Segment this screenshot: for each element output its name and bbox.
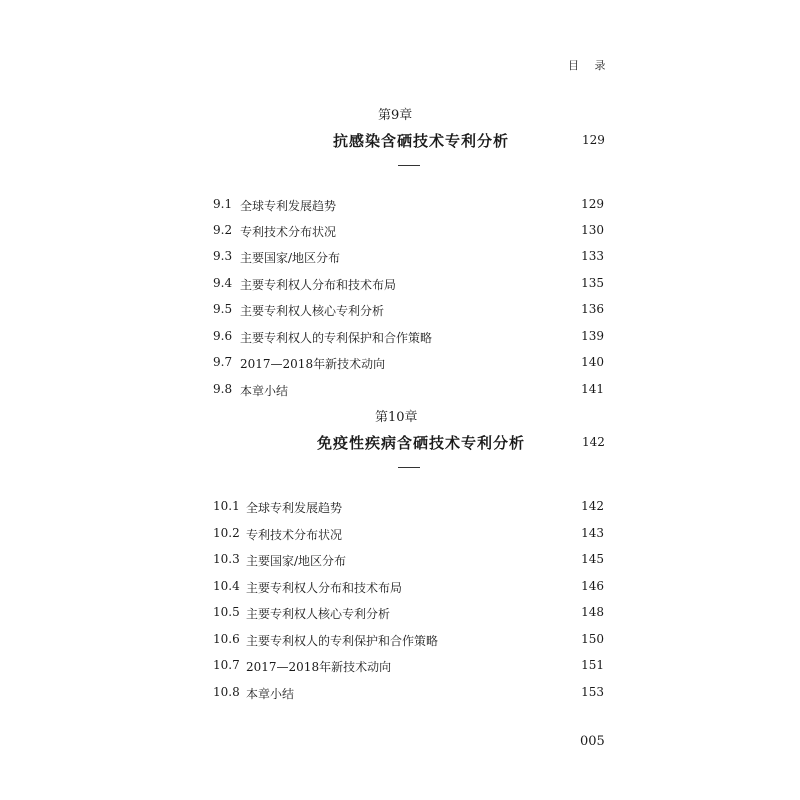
section-page: 130 <box>581 223 604 237</box>
section-title: 主要专利权人核心专利分析 <box>246 607 391 621</box>
section-page: 146 <box>581 579 604 593</box>
section-number: 10.3 <box>213 552 240 566</box>
section-title: 主要专利权人分布和技术布局 <box>246 581 403 595</box>
toc-entry <box>0 355 800 371</box>
toc-entry <box>0 382 800 398</box>
section-page: 145 <box>581 552 604 566</box>
toc-entry <box>0 329 800 345</box>
running-header: 目 录 <box>568 59 612 72</box>
section-title: 主要专利权人的专利保护和合作策略 <box>240 331 433 345</box>
section-number: 10.2 <box>213 526 240 540</box>
section-page: 153 <box>581 685 604 699</box>
chapter-rule <box>398 467 420 468</box>
section-number: 10.8 <box>213 685 240 699</box>
section-title: 主要专利权人核心专利分析 <box>240 304 385 318</box>
section-page: 135 <box>581 276 604 290</box>
section-number: 9.8 <box>213 382 233 396</box>
section-number: 10.4 <box>213 579 240 593</box>
section-title: 全球专利发展趋势 <box>246 501 343 515</box>
section-number: 10.6 <box>213 632 240 646</box>
section-number: 9.4 <box>213 276 233 290</box>
chapter-page: 142 <box>582 435 605 449</box>
section-title: 本章小结 <box>246 687 295 701</box>
chapter-rule <box>398 165 420 166</box>
toc-entry <box>0 223 800 239</box>
toc-entry <box>0 249 800 265</box>
section-page: 136 <box>581 302 604 316</box>
section-number: 10.1 <box>213 499 240 513</box>
section-number: 10.5 <box>213 605 240 619</box>
section-number: 9.5 <box>213 302 233 316</box>
section-number: 9.7 <box>213 355 233 369</box>
section-title: 专利技术分布状况 <box>246 528 343 542</box>
section-page: 143 <box>581 526 604 540</box>
section-title: 本章小结 <box>240 384 289 398</box>
section-page: 129 <box>581 197 604 211</box>
section-title: 2017—2018年新技术动向 <box>240 357 386 371</box>
section-number: 9.3 <box>213 249 233 263</box>
section-page: 133 <box>581 249 604 263</box>
toc-entry <box>0 526 800 542</box>
toc-entry <box>0 632 800 648</box>
section-number: 9.2 <box>213 223 233 237</box>
chapter-label: 第9章 <box>378 108 413 123</box>
section-number: 10.7 <box>213 658 240 672</box>
chapter-title: 免疫性疾病含硒技术专利分析 <box>317 434 526 452</box>
toc-entry <box>0 499 800 515</box>
section-page: 139 <box>581 329 604 343</box>
section-page: 142 <box>581 499 604 513</box>
chapter-title: 抗感染含硒技术专利分析 <box>333 132 510 150</box>
chapter-page: 129 <box>582 133 605 147</box>
section-page: 140 <box>581 355 604 369</box>
section-title: 主要专利权人的专利保护和合作策略 <box>246 634 439 648</box>
section-title: 专利技术分布状况 <box>240 225 337 239</box>
section-title: 主要国家/地区分布 <box>246 554 347 568</box>
section-title: 主要国家/地区分布 <box>240 251 341 265</box>
toc-entry <box>0 685 800 701</box>
toc-entry <box>0 197 800 213</box>
toc-entry <box>0 579 800 595</box>
chapter-label: 第10章 <box>375 410 418 425</box>
toc-entry <box>0 276 800 292</box>
section-title: 主要专利权人分布和技术布局 <box>240 278 397 292</box>
toc-entry <box>0 302 800 318</box>
section-page: 148 <box>581 605 604 619</box>
section-title: 2017—2018年新技术动向 <box>246 660 392 674</box>
section-page: 141 <box>581 382 604 396</box>
toc-entry <box>0 658 800 674</box>
section-page: 150 <box>581 632 604 646</box>
section-number: 9.6 <box>213 329 233 343</box>
section-page: 151 <box>581 658 604 672</box>
toc-entry <box>0 605 800 621</box>
toc-entry <box>0 552 800 568</box>
page-number: 005 <box>580 734 605 749</box>
section-number: 9.1 <box>213 197 233 211</box>
section-title: 全球专利发展趋势 <box>240 199 337 213</box>
